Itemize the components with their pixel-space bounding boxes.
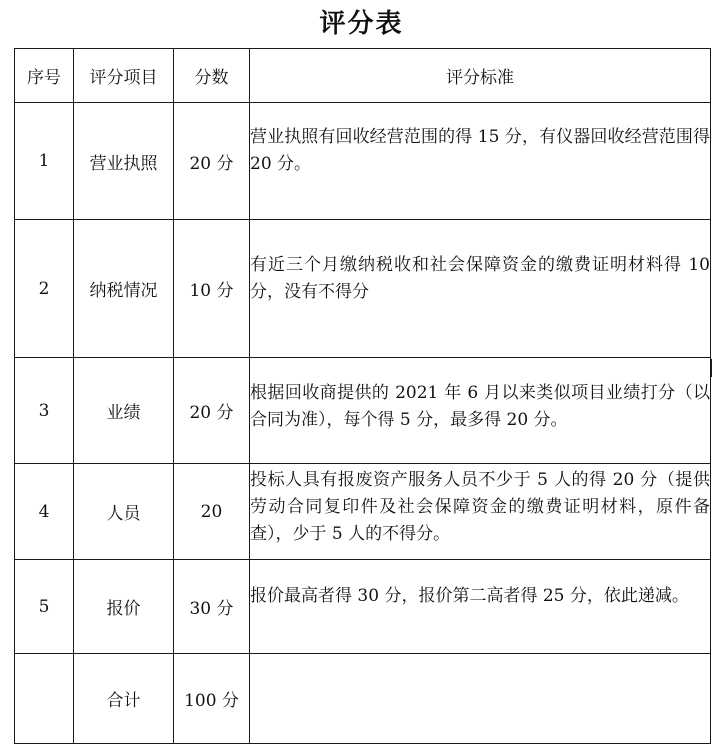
total-row [15, 654, 711, 744]
table-row [15, 560, 711, 654]
table-row [15, 358, 711, 464]
row-points: 10 分 [174, 220, 250, 358]
row-criteria [250, 220, 711, 358]
row-criteria-text: 报价最高者得 30 分，报价第二高者得 25 分，依此递减。 [250, 586, 689, 606]
row-criteria-text: 营业执照有回收经营范围的得 15 分，有仪器回收经营范围得 20 分。 [250, 127, 710, 174]
header-points: 分数 [174, 49, 250, 103]
text-cursor-mark [710, 359, 712, 377]
row-no: 3 [15, 358, 74, 464]
row-points: 20 [174, 464, 250, 560]
table-row [15, 220, 711, 358]
row-criteria-text: 投标人具有报废资产服务人员不少于 5 人的得 20 分（提供劳动合同复印件及社会保障资金的缴费证明材料，原件备查），少于 5 人的不得分。 [250, 470, 710, 544]
row-criteria [250, 464, 711, 560]
row-item: 营业执照 [74, 103, 174, 220]
page-title: 评分表 [319, 9, 404, 39]
header-criteria: 评分标准 [250, 49, 711, 103]
row-item: 业绩 [74, 358, 174, 464]
row-item: 报价 [74, 560, 174, 654]
row-no: 5 [15, 560, 74, 654]
total-label: 合计 [74, 654, 174, 744]
header-no: 序号 [15, 49, 74, 103]
table-row [15, 103, 711, 220]
row-criteria [250, 358, 711, 464]
row-criteria [250, 103, 711, 220]
row-no: 2 [15, 220, 74, 358]
row-item: 纳税情况 [74, 220, 174, 358]
row-points: 20 分 [174, 103, 250, 220]
table-row [15, 464, 711, 560]
row-points: 20 分 [174, 358, 250, 464]
total-points: 100 分 [174, 654, 250, 744]
row-no: 4 [15, 464, 74, 560]
header-item: 评分项目 [74, 49, 174, 103]
total-criteria [250, 654, 711, 744]
row-item: 人员 [74, 464, 174, 560]
table-header-row [15, 49, 711, 103]
row-criteria-text: 根据回收商提供的 2021 年 6 月以来类似项目业绩打分（以合同为准），每个得 5 分，最多得 20 分。 [250, 382, 710, 430]
row-criteria [250, 560, 711, 654]
row-no: 1 [15, 103, 74, 220]
score-table [14, 48, 711, 744]
row-criteria-text: 有近三个月缴纳税收和社会保障资金的缴费证明材料得 10 分，没有不得分 [250, 254, 710, 302]
total-no [15, 654, 74, 744]
row-points: 30 分 [174, 560, 250, 654]
